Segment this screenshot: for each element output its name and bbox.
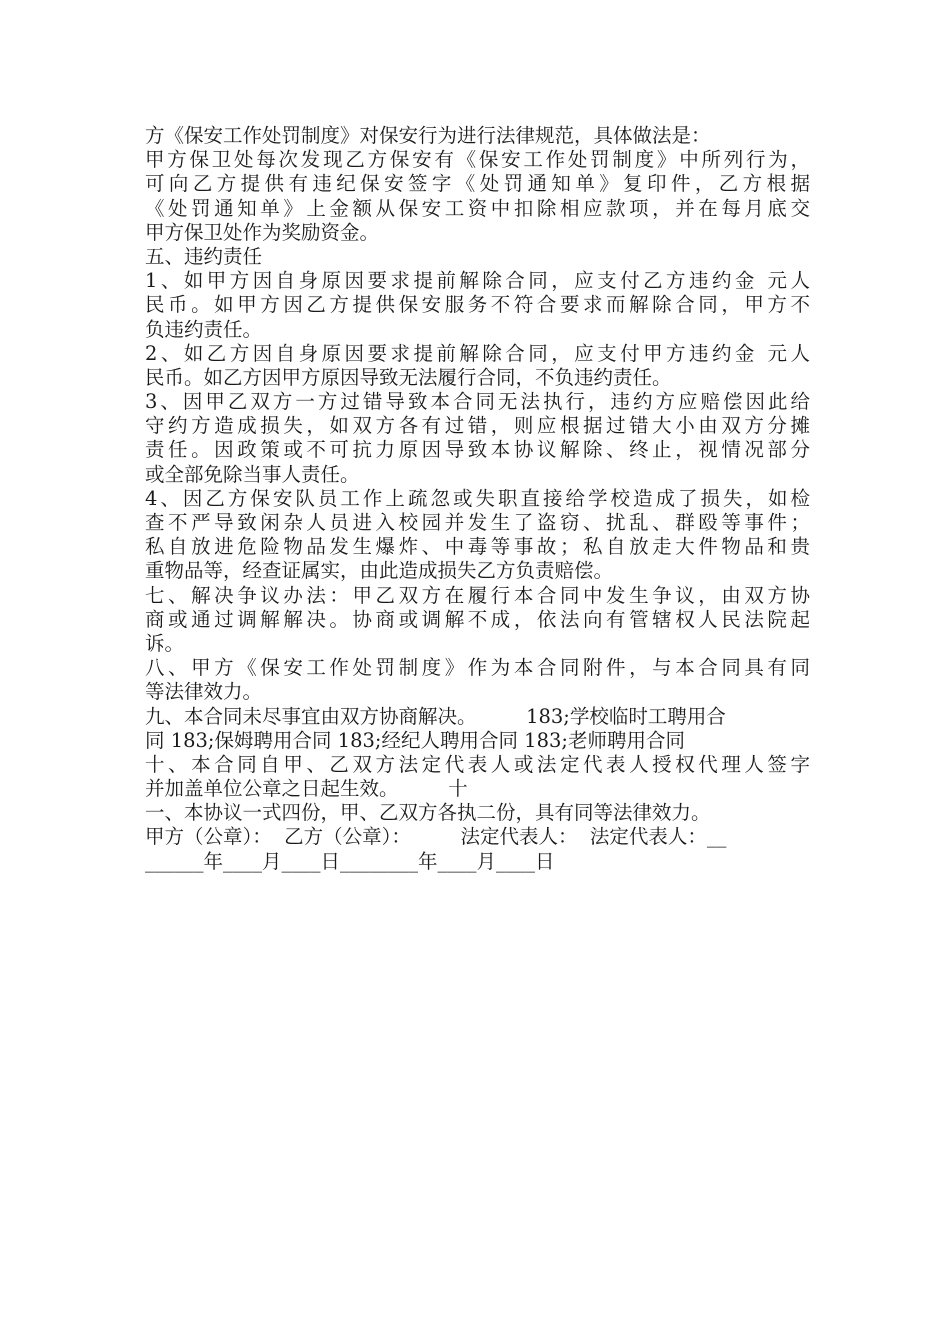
text-line: 责任。因政策或不可抗力原因导致本协议解除、终止，视情况部分	[145, 438, 810, 462]
text-line: 守约方造成损失，如双方各有过错，则应根据过错大小由双方分摊	[145, 414, 810, 438]
text-line: 五、违约责任	[145, 244, 263, 268]
text-line: 或全部免除当事人责任。	[145, 462, 360, 486]
text-line: 《处罚通知单》上金额从保安工资中扣除相应款项，并在每月底交	[145, 196, 810, 220]
text-line: 负违约责任。	[145, 317, 263, 341]
text-line: 方《保安工作处罚制度》对保安行为进行法律规范，具体做法是：	[145, 124, 711, 147]
text-line: 八、甲方《保安工作处罚制度》作为本合同附件，与本合同具有同	[145, 656, 810, 680]
text-line: 3、因甲乙双方一方过错导致本合同无法执行，违约方应赔偿因此给	[145, 390, 810, 414]
text-line: 诉。	[145, 631, 185, 655]
text-line: 并加盖单位公章之日起生效。 十	[145, 777, 468, 801]
text-line: 等法律效力。	[145, 680, 263, 704]
text-line: 甲方保卫处作为奖励资金。	[145, 220, 380, 244]
text-line: ______年____月____日________年____月____日	[145, 849, 555, 873]
text-line: 私自放进危险物品发生爆炸、中毒等事故；私自放走大件物品和贵	[145, 535, 810, 559]
text-line: 民币。如甲方因乙方提供保安服务不符合要求而解除合同，甲方不	[145, 293, 810, 317]
text-line: 4、因乙方保安队员工作上疏忽或失职直接给学校造成了损失，如检	[145, 486, 810, 510]
contract-body-text	[145, 124, 810, 874]
text-line: 七、解决争议办法：甲乙双方在履行本合同中发生争议，由双方协	[145, 583, 810, 607]
text-line: 十、本合同自甲、乙双方法定代表人或法定代表人授权代理人签字	[145, 752, 810, 776]
text-line: 一、本协议一式四份，甲、乙双方各执二份，具有同等法律效力。	[145, 801, 711, 825]
text-line: 可向乙方提供有违纪保安签字《处罚通知单》复印件，乙方根据	[145, 172, 810, 196]
text-line: 重物品等，经查证属实，由此造成损失乙方负责赔偿。	[145, 559, 614, 583]
text-line: 九、本合同未尽事宜由双方协商解决。 183;学校临时工聘用合	[145, 704, 726, 728]
text-line: 甲方（公章）： 乙方（公章）： 法定代表人： 法定代表人：__	[145, 825, 727, 849]
text-line: 1、如甲方因自身原因要求提前解除合同，应支付乙方违约金 元人	[145, 269, 810, 293]
text-line: 2、如乙方因自身原因要求提前解除合同，应支付甲方违约金 元人	[145, 341, 810, 365]
text-line: 同 183;保姆聘用合同 183;经纪人聘用合同 183;老师聘用合同	[145, 728, 685, 752]
text-line: 甲方保卫处每次发现乙方保安有《保安工作处罚制度》中所列行为，	[145, 148, 810, 172]
text-line: 民币。如乙方因甲方原因导致无法履行合同，不负违约责任。	[145, 365, 672, 389]
text-line: 查不严导致闲杂人员进入校园并发生了盗窃、扰乱、群殴等事件；	[145, 511, 810, 534]
text-line: 商或通过调解解决。协商或调解不成，依法向有管辖权人民法院起	[145, 607, 810, 631]
